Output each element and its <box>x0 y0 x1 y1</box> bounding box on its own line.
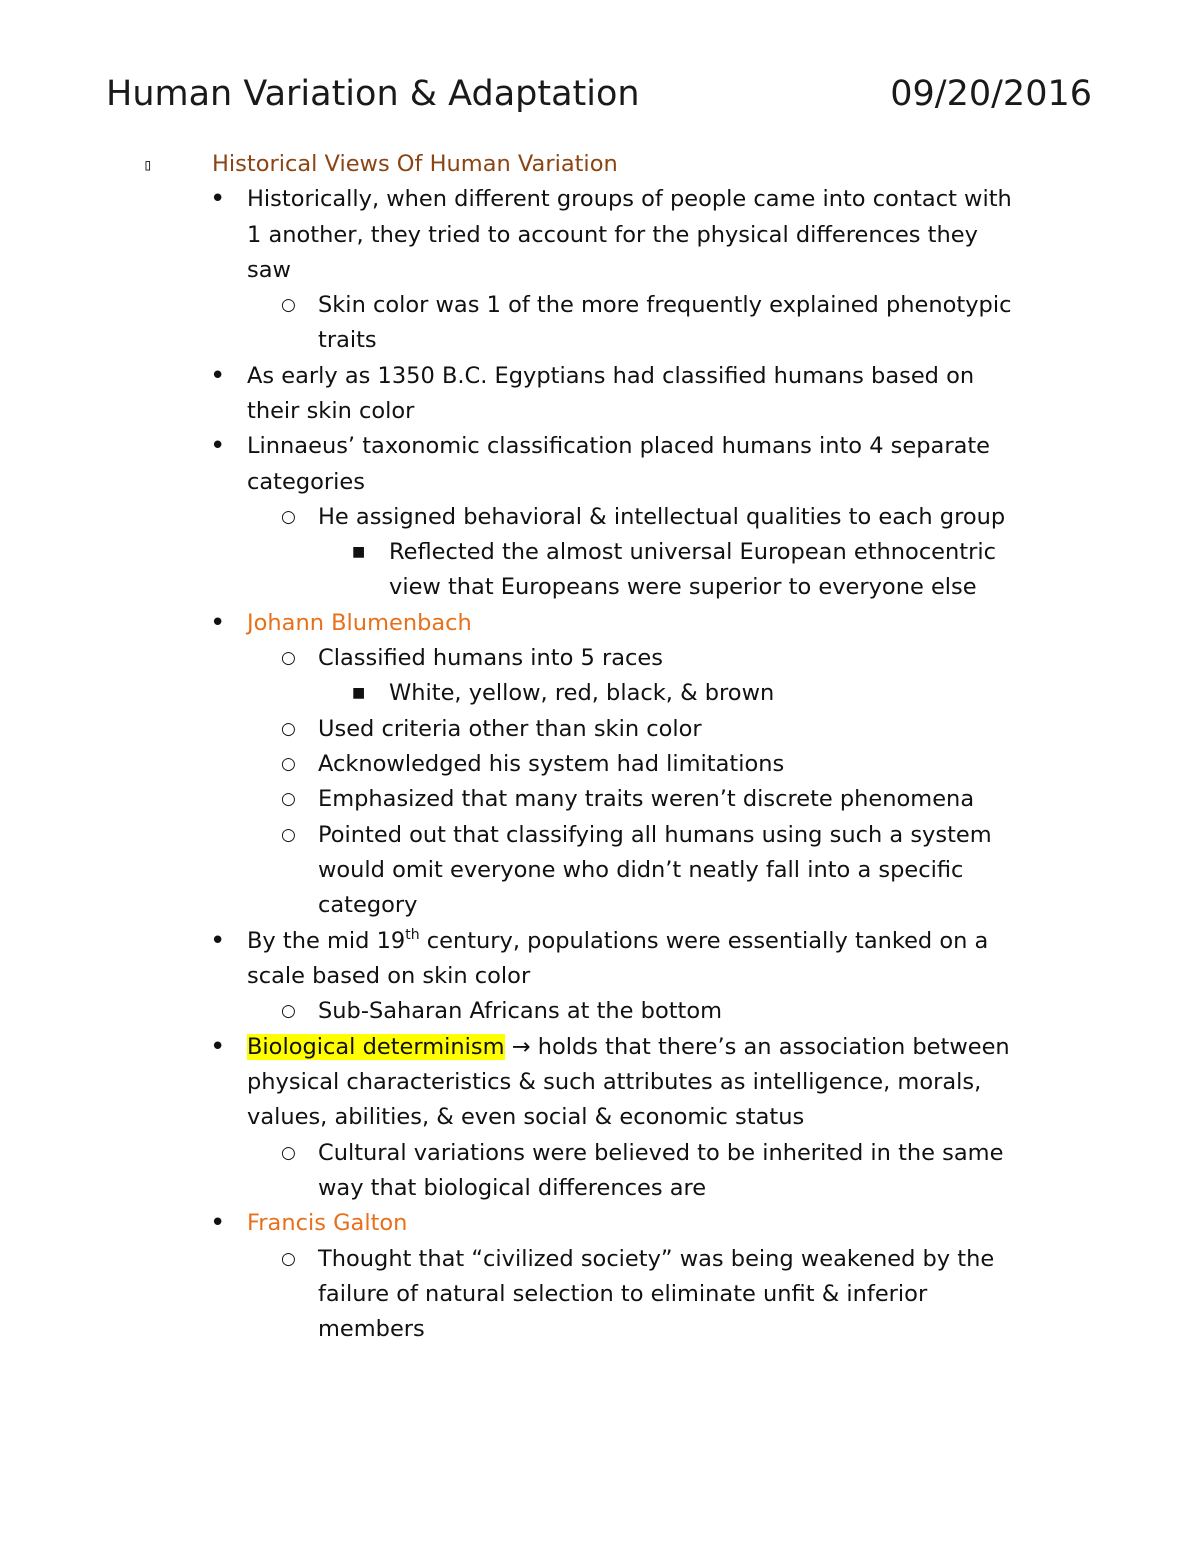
note-line: values, abilities, & even social & economic status <box>247 1104 805 1130</box>
page-header <box>106 72 1092 116</box>
note-line: 1 another, they tried to account for the physical differences they <box>247 222 978 248</box>
note-line: saw <box>247 257 291 283</box>
bullet-circle-icon: ○ <box>281 1249 296 1269</box>
bullet-dot-icon: • <box>210 361 226 391</box>
note-line: Used criteria other than skin color <box>318 716 702 742</box>
document-date: 09/20/2016 <box>890 74 1092 114</box>
document-title: Human Variation & Adaptation <box>106 74 640 114</box>
bullet-dot-icon: • <box>210 184 226 214</box>
bullet-circle-icon: ○ <box>281 648 296 668</box>
note-line: category <box>318 892 418 918</box>
note-line: White, yellow, red, black, & brown <box>389 680 775 706</box>
note-line: Thought that “civilized society” was being weakened by the <box>318 1246 995 1272</box>
note-line: Linnaeus’ taxonomic classification placed humans into 4 separate <box>247 433 991 459</box>
ordinal-suffix: th <box>405 927 420 943</box>
person-name: Francis Galton <box>247 1210 408 1236</box>
note-line: As early as 1350 B.C. Egyptians had classified humans based on <box>247 363 975 389</box>
note-line: physical characteristics & such attributes as intelligence, morals, <box>247 1069 982 1095</box>
note-line: scale based on skin color <box>247 963 531 989</box>
note-line: Pointed out that classifying all humans using such a system <box>318 822 992 848</box>
highlighted-term: Biological determinism <box>247 1034 505 1060</box>
note-line: Sub-Saharan Africans at the bottom <box>318 998 723 1024</box>
note-line: Acknowledged his system had limitations <box>318 751 785 777</box>
note-line: He assigned behavioral & intellectual qualities to each group <box>318 504 1006 530</box>
bullet-circle-icon: ○ <box>281 1143 296 1163</box>
note-line: Skin color was 1 of the more frequently explained phenotypic <box>318 292 1012 318</box>
note-line: their skin color <box>247 398 415 424</box>
bullet-dot-icon: • <box>210 1032 226 1062</box>
note-text: → holds that there’s an association between <box>504 1034 1010 1060</box>
bullet-dot-icon: • <box>210 431 226 461</box>
note-line: traits <box>318 327 377 353</box>
note-line <box>247 924 988 959</box>
bullet-square-icon: ■ <box>352 544 366 560</box>
note-line: would omit everyone who didn’t neatly fall into a specific <box>318 857 964 883</box>
note-line: view that Europeans were superior to everyone else <box>389 574 977 600</box>
missing-glyph-box-icon: ▯ <box>143 155 153 174</box>
note-text: century, populations were essentially tanked on a <box>419 928 989 954</box>
note-text: By the mid 19 <box>247 928 406 954</box>
bullet-circle-icon: ○ <box>281 719 296 739</box>
section-heading: Historical Views Of Human Variation <box>212 151 618 177</box>
note-line: way that biological differences are <box>318 1175 707 1201</box>
note-line: Cultural variations were believed to be inherited in the same <box>318 1140 1004 1166</box>
note-line: Classified humans into 5 races <box>318 645 663 671</box>
bullet-circle-icon: ○ <box>281 507 296 527</box>
bullet-dot-icon: • <box>210 1208 226 1238</box>
note-line: Emphasized that many traits weren’t discrete phenomena <box>318 786 975 812</box>
bullet-dot-icon: • <box>210 608 226 638</box>
person-name: Johann Blumenbach <box>247 610 472 636</box>
bullet-circle-icon: ○ <box>281 754 296 774</box>
bullet-circle-icon: ○ <box>281 295 296 315</box>
note-line: members <box>318 1316 425 1342</box>
note-line: categories <box>247 469 365 495</box>
bullet-circle-icon: ○ <box>281 1001 296 1021</box>
bullet-square-icon: ■ <box>352 685 366 701</box>
note-line: Reflected the almost universal European ethnocentric <box>389 539 996 565</box>
note-line: Historically, when different groups of people came into contact with <box>247 186 1012 212</box>
bullet-dot-icon: • <box>210 926 226 956</box>
bullet-circle-icon: ○ <box>281 789 296 809</box>
note-line <box>247 1030 1010 1065</box>
note-line: failure of natural selection to eliminate unfit & inferior <box>318 1281 928 1307</box>
bullet-circle-icon: ○ <box>281 825 296 845</box>
